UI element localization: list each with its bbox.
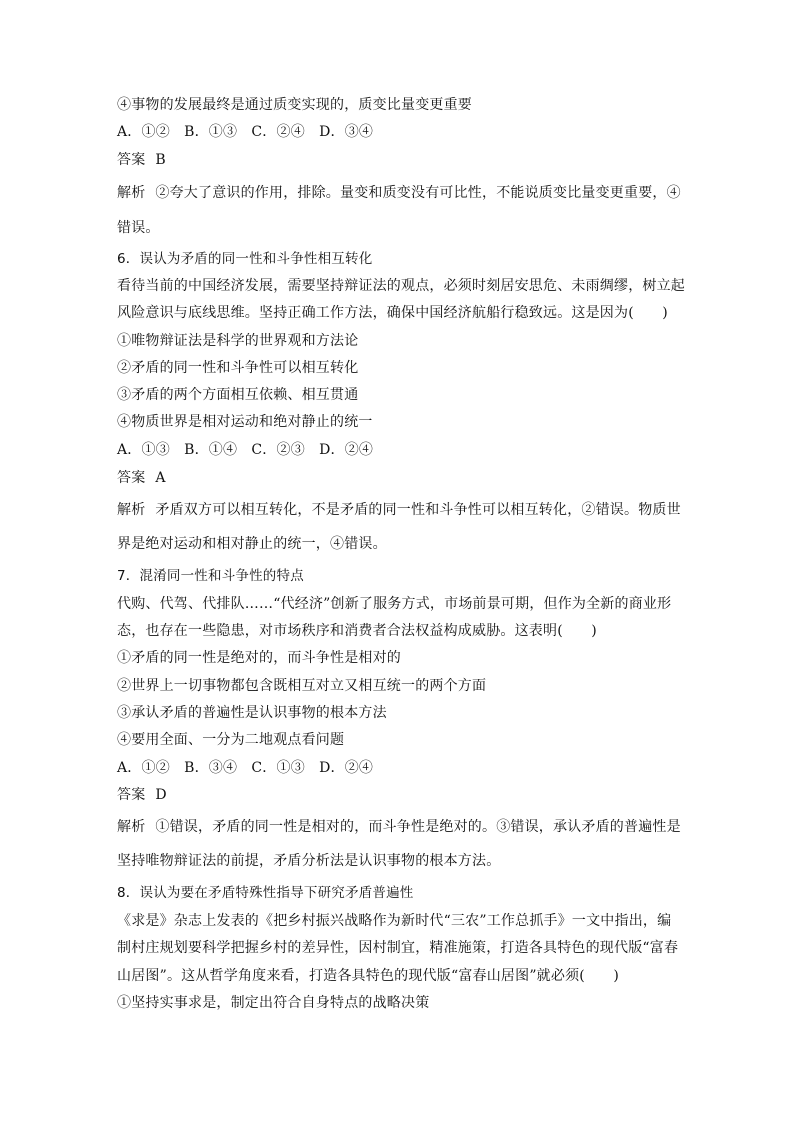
answer-value: B <box>155 152 166 168</box>
question-text: 山居图”。这从哲学角度来看，打造各具特色的现代版“富春山居图”就必须( ) <box>117 968 619 984</box>
explanation-text: ①错误，矛盾的同一性是相对的，而斗争性是绝对的。③错误，承认矛盾的普遍性是 <box>155 819 681 835</box>
question-text: 态，也存在一些隐患，对市场秩序和消费者合法权益构成威胁。这表明( ) <box>117 623 597 639</box>
explanation-line <box>117 184 681 202</box>
answer-value: D <box>155 787 167 803</box>
explanation-line: 错误。 <box>117 220 160 236</box>
explanation-label: 解析 <box>117 185 146 201</box>
question-text: 看待当前的中国经济发展，需要坚持辩证法的观点，必须时刻居安思危、未雨绸缪，树立起 <box>117 278 685 294</box>
option-line: ③承认矛盾的普遍性是认识事物的根本方法 <box>117 705 387 721</box>
option-line: ②世界上一切事物都包含既相互对立又相互统一的两个方面 <box>117 678 487 694</box>
explanation-line <box>117 818 681 836</box>
option-line: ①唯物辩证法是科学的世界观和方法论 <box>117 333 359 349</box>
section-heading: 8．误认为要在矛盾特殊性指导下研究矛盾普遍性 <box>117 885 414 901</box>
option-line: ③矛盾的两个方面相互依赖、相互贯通 <box>117 387 359 403</box>
explanation-line: 界是绝对运动和相对静止的统一，④错误。 <box>117 536 387 552</box>
question-text: 代购、代驾、代排队……“代经济”创新了服务方式，市场前景可期，但作为全新的商业形 <box>117 596 672 612</box>
section-heading: 7．混淆同一性和斗争性的特点 <box>117 568 304 584</box>
question-text: 《求是》杂志上发表的《把乡村振兴战略作为新时代“三农”工作总抓手》一文中指出，编 <box>117 913 672 929</box>
choice-line: A．①② B．③④ C．①③ D．②④ <box>117 760 374 776</box>
explanation-label: 解析 <box>117 819 146 835</box>
explanation-text: ②夸大了意识的作用，排除。量变和质变没有可比性，不能说质变比量变更重要，④ <box>155 185 681 201</box>
answer-label: 答案 <box>117 152 146 168</box>
question-text: 制村庄规划要科学把握乡村的差异性，因村制宜，精准施策，打造各具特色的现代版“富春 <box>117 940 679 956</box>
explanation-text: 矛盾双方可以相互转化，不是矛盾的同一性和斗争性可以相互转化，②错误。物质世 <box>155 502 681 518</box>
answer-line <box>117 786 167 804</box>
answer-line <box>117 469 166 487</box>
option-line: ④物质世界是相对运动和绝对静止的统一 <box>117 414 373 430</box>
option-line: ②矛盾的同一性和斗争性可以相互转化 <box>117 360 359 376</box>
answer-label: 答案 <box>117 787 146 803</box>
explanation-label: 解析 <box>117 502 146 518</box>
choice-line: A．①③ B．①④ C．②③ D．②④ <box>117 442 374 458</box>
option-line: ①矛盾的同一性是绝对的，而斗争性是相对的 <box>117 650 401 666</box>
option-line: ④要用全面、一分为二地观点看问题 <box>117 732 345 748</box>
option-line: ①坚持实事求是，制定出符合自身特点的战略决策 <box>117 995 430 1011</box>
option-4-line: ④事物的发展最终是通过质变实现的，质变比量变更重要 <box>117 97 472 113</box>
choice-line: A．①② B．①③ C．②④ D．③④ <box>117 124 374 140</box>
explanation-line: 坚持唯物辩证法的前提，矛盾分析法是认识事物的根本方法。 <box>117 853 501 869</box>
explanation-line <box>117 501 681 519</box>
answer-label: 答案 <box>117 470 146 486</box>
answer-line <box>117 151 166 169</box>
section-heading: 6．误认为矛盾的同一性和斗争性相互转化 <box>117 251 373 267</box>
question-text: 风险意识与底线思维。坚持正确工作方法，确保中国经济航船行稳致远。这是因为( ) <box>117 305 668 321</box>
answer-value: A <box>155 470 166 486</box>
